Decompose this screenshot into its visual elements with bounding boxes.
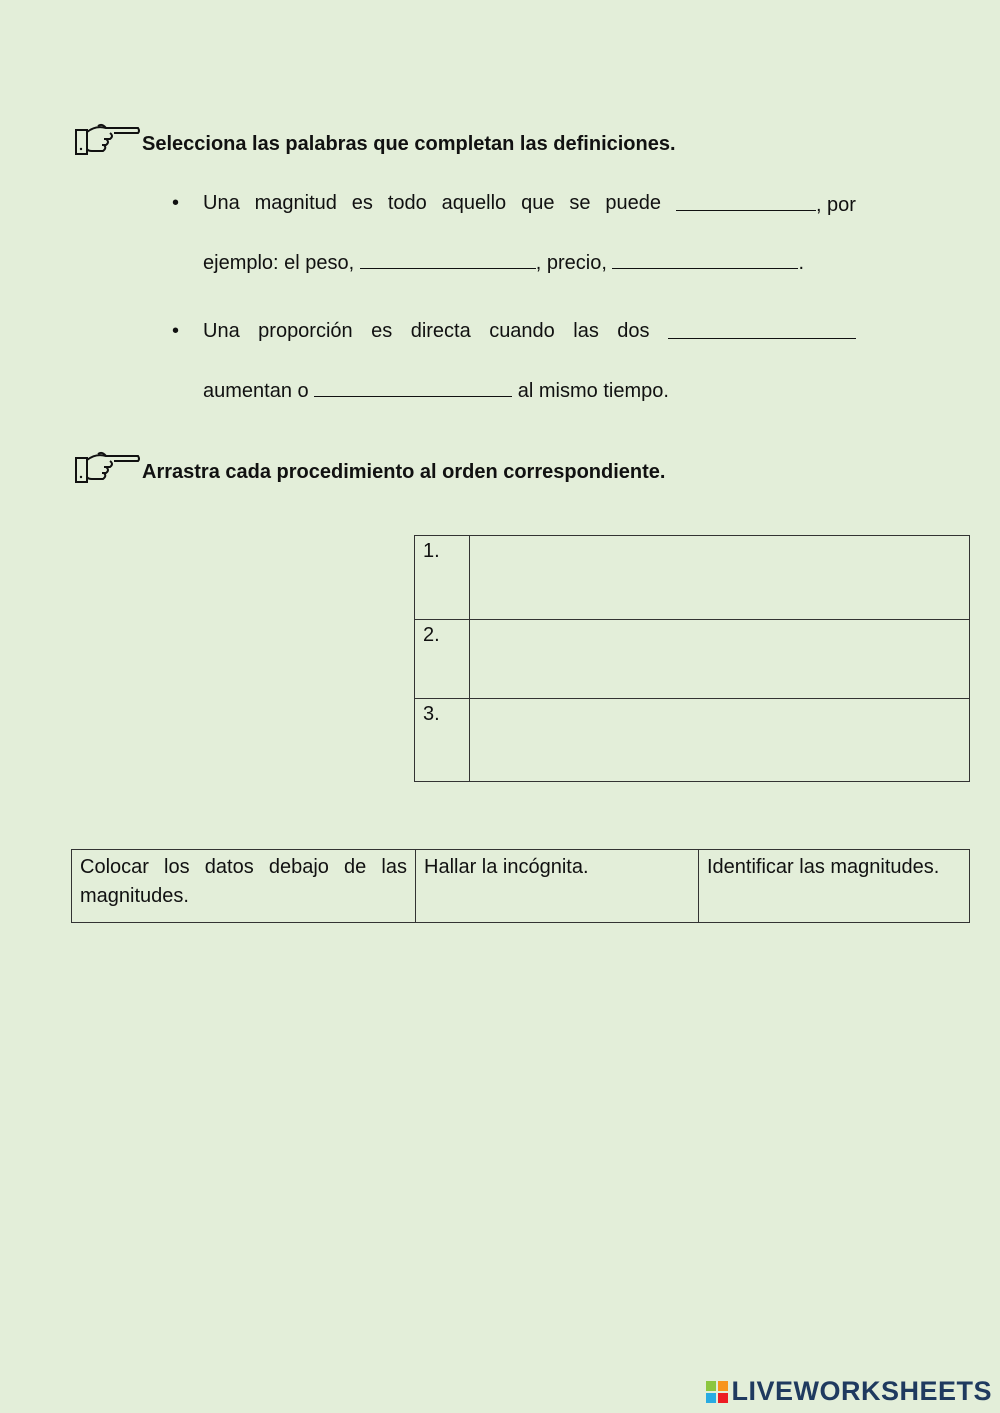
order-number: 2. [415,620,470,699]
word: se [569,192,591,214]
pointing-hand-icon [74,448,140,484]
word: proporción [258,320,353,342]
word: Una [203,192,240,214]
blank-field-2[interactable] [360,250,536,269]
section2-heading [74,448,665,484]
bullet1-line2 [203,250,856,275]
word: dos [617,320,650,342]
bullet-dot: • [172,320,180,342]
word: aquello [441,192,507,214]
blank-field-5[interactable] [314,378,512,397]
drop-zone-3[interactable] [470,699,970,782]
word: puede [605,192,662,214]
drop-zone-1[interactable] [470,536,970,620]
order-row [415,699,970,782]
pointing-hand-icon [74,120,140,156]
section1-title: Selecciona las palabras que completan las definiciones. [142,133,676,155]
blank-field-4[interactable] [668,320,856,339]
bullet2-line2 [203,378,856,403]
text: ejemplo: el peso, [203,252,360,274]
word: Una [203,320,240,342]
word: magnitud [254,192,337,214]
draggable-option[interactable]: Identificar las magnitudes. [699,850,970,923]
word: que [521,192,555,214]
drop-zone-2[interactable] [470,620,970,699]
draggable-option[interactable]: Hallar la incógnita. [416,850,699,923]
text: . [798,252,805,274]
options-table [71,849,970,923]
word: , por [815,194,856,216]
word: cuando [489,320,555,342]
word: todo [387,192,427,214]
bullet2-line1 [203,320,856,343]
word: es [351,192,373,214]
blank-field-3[interactable] [612,250,798,269]
liveworksheets-logo [706,1376,992,1407]
text: al mismo tiempo. [512,380,669,402]
text: aumentan o [203,380,315,402]
word: directa [410,320,471,342]
logo-text: LIVEWORKSHEETS [731,1376,992,1406]
order-number: 3. [415,699,470,782]
section1-heading [74,120,676,156]
order-number: 1. [415,536,470,620]
word: las [573,320,599,342]
word: es [371,320,393,342]
bullet-dot: • [172,192,180,214]
bullet1-line1 [203,192,856,217]
order-table [414,535,970,782]
order-row [415,620,970,699]
blank-field-1[interactable] [676,192,816,211]
section2-title: Arrastra cada procedimiento al orden correspondiente. [142,461,666,483]
logo-badge-icon [706,1381,728,1403]
draggable-option[interactable]: Colocar los datos debajo de las magnitudes. [72,850,416,923]
order-row [415,536,970,620]
text: , precio, [535,252,613,274]
